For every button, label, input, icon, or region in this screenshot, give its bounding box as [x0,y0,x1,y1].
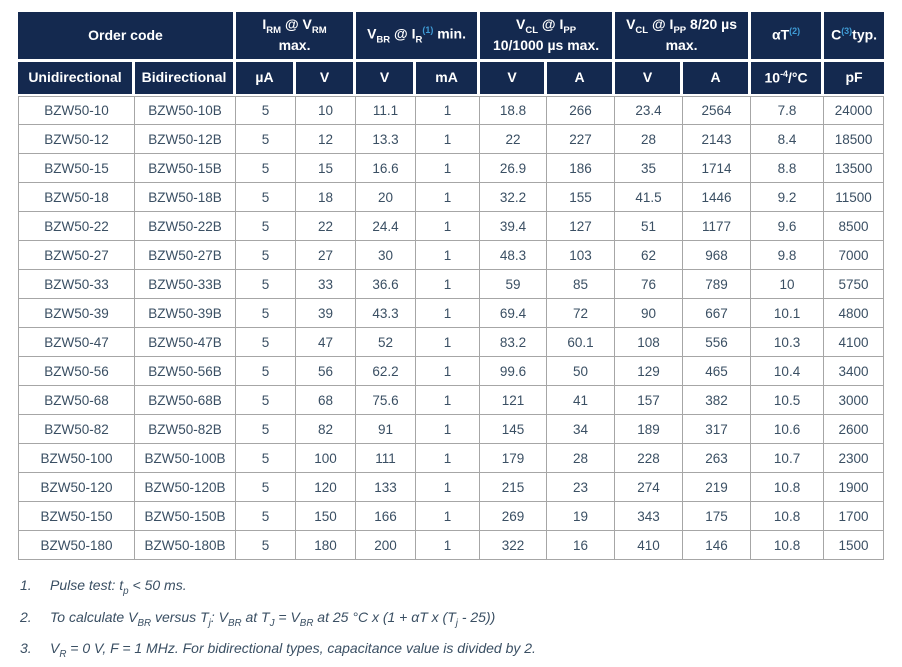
ipp-10-1000-value: 155 [547,183,615,212]
ipp-10-1000-value: 72 [547,299,615,328]
alpha-t-value: 9.8 [751,241,824,270]
vbr-value: 43.3 [356,299,416,328]
order-code-unidirectional: BZW50-22 [18,212,135,241]
order-code-bidirectional: BZW50-27B [135,241,236,270]
alpha-t-value: 10.1 [751,299,824,328]
irm-value: 5 [236,415,296,444]
ipp-10-1000-value: 50 [547,357,615,386]
ipp-8-20-value: 1446 [683,183,751,212]
ipp-8-20-value: 968 [683,241,751,270]
capacitance-value: 1500 [824,531,884,560]
order-code-bidirectional: BZW50-120B [135,473,236,502]
alpha-t-value: 8.8 [751,154,824,183]
alpha-t-value: 9.6 [751,212,824,241]
table-row [18,96,884,125]
irm-value: 5 [236,125,296,154]
irm-value: 5 [236,270,296,299]
vbr-value: 52 [356,328,416,357]
capacitance-value: 8500 [824,212,884,241]
irm-value: 5 [236,444,296,473]
ipp-8-20-value: 263 [683,444,751,473]
irm-value: 5 [236,183,296,212]
order-code-bidirectional: BZW50-33B [135,270,236,299]
ipp-8-20-value: 556 [683,328,751,357]
capacitance-value: 13500 [824,154,884,183]
order-code-bidirectional: BZW50-82B [135,415,236,444]
vcl-10-1000-value: 59 [480,270,547,299]
ipp-10-1000-value: 186 [547,154,615,183]
vcl-8-20-value: 62 [615,241,683,270]
ir-value: 1 [416,328,480,357]
subheader-bidirectional: Bidirectional [135,62,236,96]
vcl-10-1000-value: 39.4 [480,212,547,241]
vrm-value: 10 [296,96,356,125]
vrm-value: 15 [296,154,356,183]
vcl-10-1000-value: 269 [480,502,547,531]
table-row [18,154,884,183]
irm-value: 5 [236,96,296,125]
vrm-value: 56 [296,357,356,386]
vrm-value: 47 [296,328,356,357]
order-code-bidirectional: BZW50-150B [135,502,236,531]
ipp-8-20-value: 667 [683,299,751,328]
ipp-10-1000-value: 85 [547,270,615,299]
order-code-bidirectional: BZW50-18B [135,183,236,212]
vbr-value: 30 [356,241,416,270]
alpha-t-value: 10.8 [751,473,824,502]
table-row [18,270,884,299]
vcl-8-20-value: 90 [615,299,683,328]
ipp-10-1000-value: 19 [547,502,615,531]
footnote-text: To calculate $V_{BR}$ versus $T_j$: $V_{BR}$ at $T_J = V_{BR}$ at 25 °C x (1 + αT x $(T_j - 25)$) [50,608,496,629]
vcl-10-1000-value: 48.3 [480,241,547,270]
ir-value: 1 [416,212,480,241]
vcl-8-20-value: 35 [615,154,683,183]
alpha-t-value: 7.8 [751,96,824,125]
capacitance-value: 5750 [824,270,884,299]
ir-value: 1 [416,415,480,444]
order-code-unidirectional: BZW50-27 [18,241,135,270]
irm-value: 5 [236,531,296,560]
order-code-bidirectional: BZW50-47B [135,328,236,357]
table-row [18,502,884,531]
ir-value: 1 [416,444,480,473]
unit-volt-vcl1: V [480,62,547,96]
order-code-unidirectional: BZW50-47 [18,328,135,357]
order-code-unidirectional: BZW50-56 [18,357,135,386]
order-code-bidirectional: BZW50-10B [135,96,236,125]
vcl-8-20-value: 76 [615,270,683,299]
unit-volt-vbr: V [356,62,416,96]
ipp-10-1000-value: 23 [547,473,615,502]
irm-value: 5 [236,386,296,415]
vbr-value: 111 [356,444,416,473]
ipp-8-20-value: 175 [683,502,751,531]
ipp-10-1000-value: 41 [547,386,615,415]
order-code-unidirectional: BZW50-82 [18,415,135,444]
vcl-10-1000-value: 69.4 [480,299,547,328]
irm-value: 5 [236,357,296,386]
footnote-number: 3. [20,640,32,656]
capacitance-value: 24000 [824,96,884,125]
vbr-value: 91 [356,415,416,444]
ipp-8-20-value: 465 [683,357,751,386]
vbr-value: 36.6 [356,270,416,299]
capacitance-value: 2600 [824,415,884,444]
ipp-10-1000-value: 127 [547,212,615,241]
electrical-characteristics-table [18,12,884,560]
footnotes [20,576,884,662]
capacitance-value: 4100 [824,328,884,357]
vcl-10-1000-value: 26.9 [480,154,547,183]
vcl-8-20-value: 129 [615,357,683,386]
vbr-value: 11.1 [356,96,416,125]
capacitance-value: 3400 [824,357,884,386]
vrm-value: 120 [296,473,356,502]
footnote-text: Pulse test: $t_p < 50$ ms. [50,577,187,597]
table-row [18,183,884,212]
capacitance-value: 3000 [824,386,884,415]
ipp-10-1000-value: 266 [547,96,615,125]
order-code-unidirectional: BZW50-10 [18,96,135,125]
ir-value: 1 [416,96,480,125]
table-row [18,415,884,444]
vcl-10-1000-value: 99.6 [480,357,547,386]
vcl-10-1000-value: 215 [480,473,547,502]
order-code-unidirectional: BZW50-15 [18,154,135,183]
order-code-bidirectional: BZW50-15B [135,154,236,183]
vbr-value: 75.6 [356,386,416,415]
vbr-value: 200 [356,531,416,560]
ir-value: 1 [416,357,480,386]
vrm-value: 150 [296,502,356,531]
vcl-10-1000-value: 322 [480,531,547,560]
order-code-bidirectional: BZW50-22B [135,212,236,241]
subheader-unidirectional: Unidirectional [18,62,135,96]
table-row [18,444,884,473]
ipp-8-20-value: 789 [683,270,751,299]
vbr-value: 16.6 [356,154,416,183]
table-row [18,241,884,270]
capacitance-value: 7000 [824,241,884,270]
ipp-8-20-value: 1714 [683,154,751,183]
footnote-number: 2. [20,608,32,625]
vcl-8-20-value: 51 [615,212,683,241]
table-row [18,531,884,560]
ipp-10-1000-value: 28 [547,444,615,473]
order-code-unidirectional: BZW50-18 [18,183,135,212]
ipp-10-1000-value: 60.1 [547,328,615,357]
capacitance-value: 11500 [824,183,884,212]
table-row [18,299,884,328]
col-group-vcl-8-20: $V_{CL}$ @ $I_{PP}$ 8/20 µs max. [615,12,751,62]
col-group-vcl-10-1000: $V_{CL}$ @ $I_{PP}$ 10/1000 µs max. [480,12,615,62]
header-group-row [18,12,884,62]
table-row [18,386,884,415]
ipp-8-20-value: 2564 [683,96,751,125]
capacitance-value: 1700 [824,502,884,531]
order-code-bidirectional: BZW50-180B [135,531,236,560]
unit-amp-ipp1: A [547,62,615,96]
alpha-t-value: 10.7 [751,444,824,473]
order-code-unidirectional: BZW50-68 [18,386,135,415]
irm-value: 5 [236,473,296,502]
order-code-unidirectional: BZW50-12 [18,125,135,154]
ipp-8-20-value: 146 [683,531,751,560]
vcl-8-20-value: 28 [615,125,683,154]
irm-value: 5 [236,299,296,328]
vcl-10-1000-value: 145 [480,415,547,444]
table-row [18,212,884,241]
vrm-value: 68 [296,386,356,415]
irm-value: 5 [236,241,296,270]
vbr-value: 24.4 [356,212,416,241]
vrm-value: 180 [296,531,356,560]
vrm-value: 22 [296,212,356,241]
capacitance-value: 18500 [824,125,884,154]
alpha-t-value: 10.3 [751,328,824,357]
vrm-value: 39 [296,299,356,328]
footnote-text: $V_R = 0$ V, F = 1 MHz. For bidirectional types, capacitance value is divided by 2. [50,640,536,660]
vrm-value: 12 [296,125,356,154]
vcl-8-20-value: 410 [615,531,683,560]
order-code-bidirectional: BZW50-100B [135,444,236,473]
ir-value: 1 [416,531,480,560]
order-code-bidirectional: BZW50-12B [135,125,236,154]
vcl-8-20-value: 157 [615,386,683,415]
vcl-10-1000-value: 22 [480,125,547,154]
order-code-unidirectional: BZW50-33 [18,270,135,299]
irm-value: 5 [236,154,296,183]
ir-value: 1 [416,386,480,415]
order-code-unidirectional: BZW50-39 [18,299,135,328]
ipp-8-20-value: 1177 [683,212,751,241]
order-code-bidirectional: BZW50-39B [135,299,236,328]
ir-value: 1 [416,270,480,299]
vbr-value: 20 [356,183,416,212]
vcl-8-20-value: 274 [615,473,683,502]
col-group-irm-vrm-max: $I_{RM}$ @ $V_{RM}$ max. [236,12,356,62]
alpha-t-value: 8.4 [751,125,824,154]
order-code-unidirectional: BZW50-180 [18,531,135,560]
footnote-1 [20,576,884,599]
ipp-8-20-value: 317 [683,415,751,444]
ir-value: 1 [416,241,480,270]
header-unit-row [18,62,884,96]
ir-value: 1 [416,183,480,212]
capacitance-value: 4800 [824,299,884,328]
vrm-value: 82 [296,415,356,444]
order-code-unidirectional: BZW50-120 [18,473,135,502]
ipp-8-20-value: 382 [683,386,751,415]
vcl-8-20-value: 41.5 [615,183,683,212]
footnote-3 [20,639,884,662]
table-row [18,357,884,386]
table-row [18,473,884,502]
ir-value: 1 [416,473,480,502]
col-group-order-code: Order code [18,12,236,62]
vrm-value: 18 [296,183,356,212]
capacitance-value: 2300 [824,444,884,473]
vcl-10-1000-value: 83.2 [480,328,547,357]
ipp-8-20-value: 2143 [683,125,751,154]
vcl-10-1000-value: 179 [480,444,547,473]
vrm-value: 33 [296,270,356,299]
order-code-bidirectional: BZW50-56B [135,357,236,386]
vcl-10-1000-value: 18.8 [480,96,547,125]
alpha-t-value: 10.8 [751,502,824,531]
ipp-10-1000-value: 227 [547,125,615,154]
unit-per-degc: $10^{-4}/^\circ C$ [751,62,824,96]
ir-value: 1 [416,502,480,531]
footnote-number: 1. [20,577,32,593]
vrm-value: 100 [296,444,356,473]
col-group-capacitance-typ: $C^{(3)}typ$. [824,12,884,62]
irm-value: 5 [236,212,296,241]
vcl-8-20-value: 108 [615,328,683,357]
order-code-unidirectional: BZW50-150 [18,502,135,531]
vbr-value: 62.2 [356,357,416,386]
footnote-2 [20,608,884,631]
vcl-10-1000-value: 32.2 [480,183,547,212]
capacitance-value: 1900 [824,473,884,502]
col-group-alpha-t: $\alpha T^{(2)}$ [751,12,824,62]
table-row [18,125,884,154]
unit-amp-ipp2: A [683,62,751,96]
alpha-t-value: 9.2 [751,183,824,212]
col-group-vbr-ir-min: $V_{BR}$ @ $I_R^{(1)}$ min. [356,12,480,62]
vcl-8-20-value: 189 [615,415,683,444]
table-body [18,96,884,560]
alpha-t-value: 10.5 [751,386,824,415]
alpha-t-value: 10.4 [751,357,824,386]
order-code-unidirectional: BZW50-100 [18,444,135,473]
unit-milliamp: mA [416,62,480,96]
vbr-value: 166 [356,502,416,531]
unit-picofarad: pF [824,62,884,96]
order-code-bidirectional: BZW50-68B [135,386,236,415]
unit-volt-vcl2: V [615,62,683,96]
ipp-10-1000-value: 34 [547,415,615,444]
table-header [18,12,884,96]
unit-microamp: µA [236,62,296,96]
ipp-10-1000-value: 16 [547,531,615,560]
ir-value: 1 [416,154,480,183]
table-row [18,328,884,357]
ipp-8-20-value: 219 [683,473,751,502]
vbr-value: 133 [356,473,416,502]
vcl-10-1000-value: 121 [480,386,547,415]
vcl-8-20-value: 23.4 [615,96,683,125]
ipp-10-1000-value: 103 [547,241,615,270]
alpha-t-value: 10 [751,270,824,299]
vbr-value: 13.3 [356,125,416,154]
vcl-8-20-value: 228 [615,444,683,473]
alpha-t-value: 10.6 [751,415,824,444]
alpha-t-value: 10.8 [751,531,824,560]
unit-volt-vrm: V [296,62,356,96]
irm-value: 5 [236,502,296,531]
irm-value: 5 [236,328,296,357]
vrm-value: 27 [296,241,356,270]
vcl-8-20-value: 343 [615,502,683,531]
ir-value: 1 [416,125,480,154]
ir-value: 1 [416,299,480,328]
